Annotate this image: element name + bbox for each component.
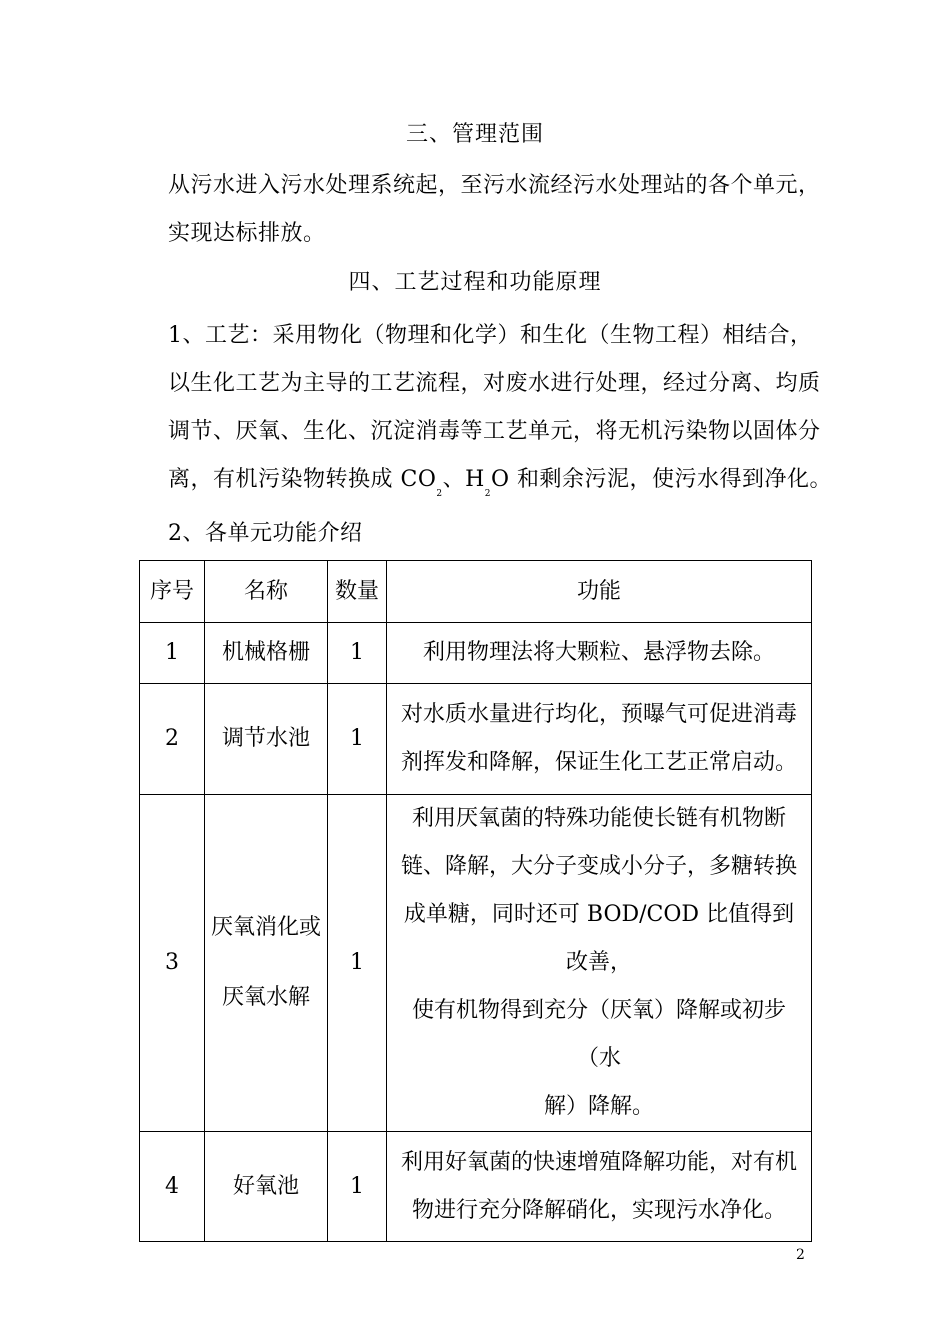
subscript: 2 — [436, 489, 443, 499]
paragraph-line: 2、各单元功能介绍 — [168, 521, 363, 546]
cell-line: 物进行充分降解硝化，实现污水净化。 — [411, 1197, 786, 1223]
cell-name — [205, 795, 328, 1132]
cell-name — [205, 1132, 328, 1242]
header-cell-name: 名称 — [205, 561, 328, 623]
cell-line: 机械格栅 — [221, 640, 310, 665]
cell-qty: 1 — [328, 1132, 387, 1242]
cell-qty: 1 — [328, 684, 387, 795]
text-segment: O 和剩余污泥，使污水得到净化。 — [491, 467, 833, 492]
cell-qty: 1 — [328, 795, 387, 1132]
cell-function — [387, 795, 812, 1132]
cell-line: 利用厌氧菌的特殊功能使长链有机物断 — [411, 806, 786, 831]
section-3-body — [168, 162, 821, 258]
paragraph-line: 调节、厌氧、生化、沉淀消毒等工艺单元，将无机污染物以固体分 — [168, 419, 821, 444]
cell-no: 2 — [140, 684, 205, 795]
subscript: 2 — [484, 489, 492, 499]
cell-function — [387, 1132, 812, 1242]
cell-line: 使有机物得到充分（厌氧）降解或初步（水 — [411, 998, 786, 1071]
unit-function-table — [139, 560, 812, 1242]
paragraph-line: 以生化工艺为主导的工艺流程，对废水进行处理，经过分离、均质 — [168, 371, 821, 396]
cell-function — [387, 684, 812, 795]
cell-line: 调节水池 — [221, 726, 310, 751]
cell-line: 好氧池 — [232, 1173, 299, 1199]
section-4-item-2 — [168, 510, 818, 558]
cell-line: 剂挥发和降解，保证生化工艺正常启动。 — [400, 750, 797, 775]
table-row — [140, 623, 812, 684]
header-cell-function: 功能 — [387, 561, 812, 623]
paragraph-line-formula — [168, 456, 833, 504]
table-row — [140, 1132, 812, 1242]
cell-line: 对水质水量进行均化，预曝气可促进消毒 — [400, 702, 797, 727]
cell-line: 成单糖，同时还可 BOD/COD 比值得到改善， — [403, 902, 795, 975]
paragraph-line: 1、工艺：采用物化（物理和化学）和生化（生物工程）相结合， — [168, 323, 813, 348]
cell-line: 链、降解，大分子变成小分子，多糖转换 — [400, 854, 797, 879]
section-4-heading: 四、工艺过程和功能原理 — [348, 270, 602, 295]
text-segment: 离，有机污染物转换成 CO — [168, 467, 437, 492]
table-row — [140, 795, 812, 1132]
header-cell-qty: 数量 — [328, 561, 387, 623]
table-row — [140, 684, 812, 795]
paragraph-line: 从污水进入污水处理系统起，至污水流经污水处理站的各个单元， — [168, 173, 821, 198]
cell-name — [205, 623, 328, 684]
cell-no: 1 — [140, 623, 205, 684]
section-3-heading: 三、管理范围 — [405, 122, 544, 147]
table-header-row — [140, 561, 812, 623]
cell-qty: 1 — [328, 623, 387, 684]
paragraph-line: 实现达标排放。 — [168, 221, 326, 246]
cell-no: 4 — [140, 1132, 205, 1242]
text-segment: 、H — [442, 467, 485, 492]
cell-line: 利用好氧菌的快速增殖降解功能，对有机 — [400, 1149, 797, 1175]
header-cell-no: 序号 — [140, 561, 205, 623]
cell-line: 利用物理法将大颗粒、悬浮物去除。 — [422, 640, 775, 665]
cell-no: 3 — [140, 795, 205, 1132]
cell-line: 厌氧消化或 — [211, 915, 322, 940]
cell-name — [205, 684, 328, 795]
cell-line: 解）降解。 — [543, 1094, 654, 1119]
cell-line: 厌氧水解 — [221, 985, 310, 1010]
page-number: 2 — [796, 1247, 805, 1263]
cell-function — [387, 623, 812, 684]
section-4-item-1 — [168, 312, 833, 504]
